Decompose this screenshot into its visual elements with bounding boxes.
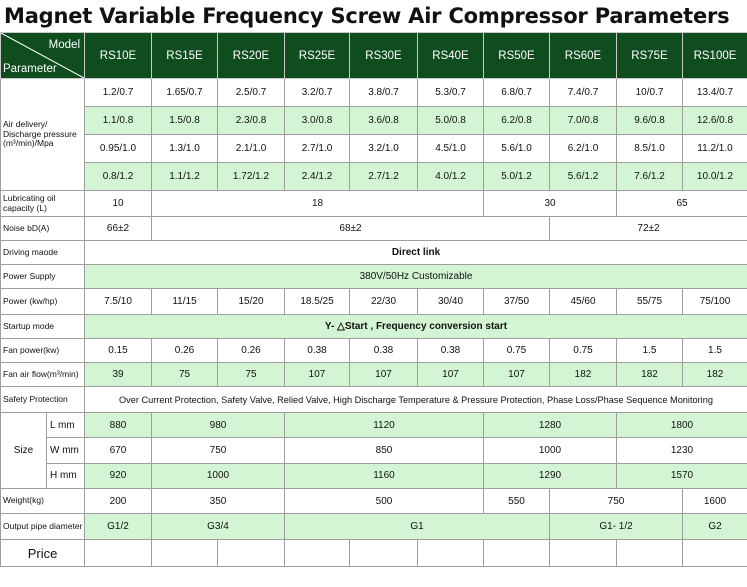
table-cell: 550 bbox=[484, 489, 550, 514]
table-cell: 55/75 bbox=[617, 289, 683, 315]
table-cell bbox=[617, 540, 683, 567]
air-delivery-row bbox=[1, 135, 747, 163]
table-cell: 920 bbox=[85, 463, 152, 488]
table-cell: 11.2/1.0 bbox=[683, 135, 747, 163]
table-cell: 2.7/1.2 bbox=[350, 163, 418, 191]
table-cell: Y- △Start , Frequency conversion start bbox=[85, 315, 747, 339]
table-cell: 880 bbox=[85, 413, 152, 438]
table-cell: 10.0/1.2 bbox=[683, 163, 747, 191]
fan-air-row bbox=[1, 363, 747, 387]
table-cell: 1.2/0.7 bbox=[85, 79, 152, 107]
table-cell: 2.1/1.0 bbox=[218, 135, 285, 163]
table-cell: 850 bbox=[285, 438, 484, 463]
table-cell: 1230 bbox=[617, 438, 747, 463]
size-label-cell bbox=[1, 413, 85, 489]
model-header: RS50E bbox=[484, 33, 550, 79]
table-cell: 1290 bbox=[484, 463, 617, 488]
fan-power-label: Fan power(kw) bbox=[1, 339, 85, 363]
table-cell: 18 bbox=[152, 191, 484, 217]
table-cell: 45/60 bbox=[550, 289, 617, 315]
table-cell: 7.6/1.2 bbox=[617, 163, 683, 191]
model-header: RS15E bbox=[152, 33, 218, 79]
table-cell: 0.38 bbox=[418, 339, 484, 363]
power-supply-row bbox=[1, 265, 747, 289]
table-cell: 7.0/0.8 bbox=[550, 107, 617, 135]
noise-row bbox=[1, 217, 747, 241]
size-l-label: L mm bbox=[47, 413, 84, 438]
table-cell: 68±2 bbox=[152, 217, 550, 241]
table-cell: 1.5 bbox=[617, 339, 683, 363]
table-cell: 350 bbox=[152, 489, 285, 514]
table-cell bbox=[683, 540, 747, 567]
model-header: RS60E bbox=[550, 33, 617, 79]
table-cell: 3.2/0.7 bbox=[285, 79, 350, 107]
table-cell: 65 bbox=[617, 191, 747, 217]
air-delivery-row bbox=[1, 163, 747, 191]
table-cell: 2.3/0.8 bbox=[218, 107, 285, 135]
table-cell: 6.8/0.7 bbox=[484, 79, 550, 107]
table-cell: 380V/50Hz Customizable bbox=[85, 265, 747, 289]
table-cell: 500 bbox=[285, 489, 484, 514]
size-w-row bbox=[1, 438, 747, 463]
table-cell: 4.0/1.2 bbox=[418, 163, 484, 191]
table-cell: 1.72/1.2 bbox=[218, 163, 285, 191]
table-cell: 22/30 bbox=[350, 289, 418, 315]
table-cell: 5.0/0.8 bbox=[418, 107, 484, 135]
noise-label: Noise bD(A) bbox=[1, 217, 85, 241]
table-cell: 13.4/0.7 bbox=[683, 79, 747, 107]
table-cell: 7.5/10 bbox=[85, 289, 152, 315]
table-cell: 107 bbox=[418, 363, 484, 387]
table-cell: 1800 bbox=[617, 413, 747, 438]
table-cell: 1160 bbox=[285, 463, 484, 488]
table-cell: 200 bbox=[85, 489, 152, 514]
table-cell: 107 bbox=[350, 363, 418, 387]
table-cell: 4.5/1.0 bbox=[418, 135, 484, 163]
power-label: Power (kw/hp) bbox=[1, 289, 85, 315]
table-cell bbox=[550, 540, 617, 567]
model-header: RS20E bbox=[218, 33, 285, 79]
table-cell: 0.95/1.0 bbox=[85, 135, 152, 163]
fan-air-label: Fan air flow(m³/min) bbox=[1, 363, 85, 387]
table-cell: 1000 bbox=[484, 438, 617, 463]
table-cell: 0.38 bbox=[285, 339, 350, 363]
pipe-row bbox=[1, 514, 747, 540]
table-cell: 5.0/1.2 bbox=[484, 163, 550, 191]
table-cell: 8.5/1.0 bbox=[617, 135, 683, 163]
table-cell: 0.38 bbox=[350, 339, 418, 363]
table-cell: 1000 bbox=[152, 463, 285, 488]
fan-power-row bbox=[1, 339, 747, 363]
size-label: Size bbox=[1, 413, 47, 488]
model-header: RS100E bbox=[683, 33, 747, 79]
table-cell: 1120 bbox=[285, 413, 484, 438]
startup-label: Startup mode bbox=[1, 315, 85, 339]
table-cell: 182 bbox=[617, 363, 683, 387]
table-cell bbox=[418, 540, 484, 567]
table-cell bbox=[218, 540, 285, 567]
table-cell: 3.8/0.7 bbox=[350, 79, 418, 107]
table-cell: 72±2 bbox=[550, 217, 747, 241]
table-cell: 2.4/1.2 bbox=[285, 163, 350, 191]
table-cell: 11/15 bbox=[152, 289, 218, 315]
model-parameter-corner bbox=[1, 33, 85, 79]
price-label: Price bbox=[1, 540, 85, 567]
header-row bbox=[1, 33, 747, 79]
table-cell: 1570 bbox=[617, 463, 747, 488]
table-cell: 18.5/25 bbox=[285, 289, 350, 315]
model-header: RS40E bbox=[418, 33, 484, 79]
table-cell: 75/100 bbox=[683, 289, 747, 315]
table-cell: 1.5/0.8 bbox=[152, 107, 218, 135]
table-cell: 5.6/1.2 bbox=[550, 163, 617, 191]
driving-label: Driving maode bbox=[1, 241, 85, 265]
power-row bbox=[1, 289, 747, 315]
driving-row bbox=[1, 241, 747, 265]
table-cell: 0.26 bbox=[152, 339, 218, 363]
table-cell: 3.0/0.8 bbox=[285, 107, 350, 135]
pipe-label: Output pipe diameter bbox=[1, 514, 85, 540]
table-cell bbox=[285, 540, 350, 567]
table-cell: G1 bbox=[285, 514, 550, 540]
table-cell: 107 bbox=[484, 363, 550, 387]
table-cell bbox=[484, 540, 550, 567]
size-w-label: W mm bbox=[47, 438, 84, 463]
model-header: RS25E bbox=[285, 33, 350, 79]
table-cell: G1- 1/2 bbox=[550, 514, 683, 540]
table-cell: 0.26 bbox=[218, 339, 285, 363]
table-cell bbox=[350, 540, 418, 567]
table-cell: 0.75 bbox=[550, 339, 617, 363]
table-cell: 15/20 bbox=[218, 289, 285, 315]
table-cell: G2 bbox=[683, 514, 747, 540]
table-cell: 66±2 bbox=[85, 217, 152, 241]
table-cell: G1/2 bbox=[85, 514, 152, 540]
table-cell: 0.15 bbox=[85, 339, 152, 363]
model-header: RS10E bbox=[85, 33, 152, 79]
table-cell: 10/0.7 bbox=[617, 79, 683, 107]
table-cell: 670 bbox=[85, 438, 152, 463]
table-cell: 75 bbox=[218, 363, 285, 387]
model-header: RS75E bbox=[617, 33, 683, 79]
weight-label: Weight(kg) bbox=[1, 489, 85, 514]
table-cell: 750 bbox=[152, 438, 285, 463]
table-cell: 182 bbox=[550, 363, 617, 387]
table-cell: 980 bbox=[152, 413, 285, 438]
air-delivery-label: Air delivery/ Discharge pressure (m³/min)/Mpa bbox=[1, 79, 85, 191]
table-cell: G3/4 bbox=[152, 514, 285, 540]
table-cell: 1280 bbox=[484, 413, 617, 438]
size-sub-labels bbox=[47, 413, 84, 488]
parameter-label: Parameter bbox=[3, 63, 57, 75]
table-cell: 39 bbox=[85, 363, 152, 387]
page-title: Magnet Variable Frequency Screw Air Compressor Parameters bbox=[4, 4, 730, 28]
table-cell: 9.6/0.8 bbox=[617, 107, 683, 135]
model-header: RS30E bbox=[350, 33, 418, 79]
table-cell: 37/50 bbox=[484, 289, 550, 315]
table-cell: 6.2/0.8 bbox=[484, 107, 550, 135]
table-cell: 1.65/0.7 bbox=[152, 79, 218, 107]
table-cell: 750 bbox=[550, 489, 683, 514]
weight-row bbox=[1, 489, 747, 514]
parameters-table bbox=[0, 32, 747, 567]
startup-row bbox=[1, 315, 747, 339]
lubricating-row bbox=[1, 191, 747, 217]
safety-label: Safety Protection bbox=[1, 387, 85, 413]
model-label: Model bbox=[48, 39, 80, 51]
table-cell: 7.4/0.7 bbox=[550, 79, 617, 107]
table-cell: 3.2/1.0 bbox=[350, 135, 418, 163]
table-cell: 3.6/0.8 bbox=[350, 107, 418, 135]
table-cell: 10 bbox=[85, 191, 152, 217]
table-cell: 1.3/1.0 bbox=[152, 135, 218, 163]
size-h-label: H mm bbox=[50, 470, 77, 482]
table-cell bbox=[152, 540, 218, 567]
table-cell: 182 bbox=[683, 363, 747, 387]
table-cell: 30/40 bbox=[418, 289, 484, 315]
price-row bbox=[1, 540, 747, 567]
table-cell: 0.8/1.2 bbox=[85, 163, 152, 191]
table-cell: 6.2/1.0 bbox=[550, 135, 617, 163]
table-cell: Direct link bbox=[85, 241, 747, 265]
table-cell: 1.5 bbox=[683, 339, 747, 363]
size-l-row bbox=[1, 413, 747, 438]
table-cell: 1.1/1.2 bbox=[152, 163, 218, 191]
table-cell: 1.1/0.8 bbox=[85, 107, 152, 135]
power-supply-label: Power Supply bbox=[1, 265, 85, 289]
table-cell: 1600 bbox=[683, 489, 747, 514]
table-cell: 2.7/1.0 bbox=[285, 135, 350, 163]
air-delivery-row bbox=[1, 79, 747, 107]
table-cell: 5.6/1.0 bbox=[484, 135, 550, 163]
safety-row bbox=[1, 387, 747, 413]
table-cell: 30 bbox=[484, 191, 617, 217]
table-cell: Over Current Protection, Safety Valve, Relied Valve, High Discharge Temperature & Pressure Protection, Phase Loss/Phase Sequence Monitoring bbox=[85, 387, 747, 413]
table-cell: 2.5/0.7 bbox=[218, 79, 285, 107]
table-cell: 12.6/0.8 bbox=[683, 107, 747, 135]
table-cell: 0.75 bbox=[484, 339, 550, 363]
air-delivery-row bbox=[1, 107, 747, 135]
table-cell bbox=[85, 540, 152, 567]
size-h-row bbox=[1, 463, 747, 488]
lubricating-label: Lubricating oil capacity (L) bbox=[1, 191, 85, 217]
table-cell: 107 bbox=[285, 363, 350, 387]
table-cell: 75 bbox=[152, 363, 218, 387]
table-cell: 5.3/0.7 bbox=[418, 79, 484, 107]
